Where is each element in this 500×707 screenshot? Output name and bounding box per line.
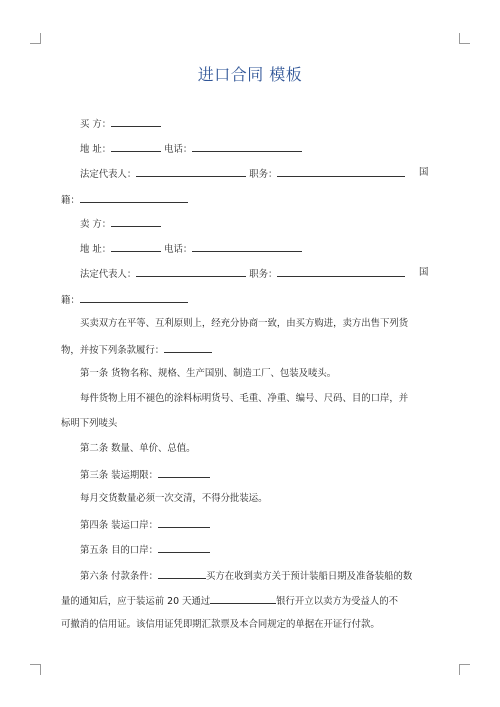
buyer-phone-label: 电话： bbox=[164, 144, 193, 155]
buyer-label: 买 方： bbox=[80, 119, 112, 130]
seller-phone-blank[interactable] bbox=[192, 242, 302, 252]
clause-1-text-line-2: 标明下列唛头 bbox=[61, 418, 118, 429]
clause-4-line bbox=[80, 518, 210, 532]
clause-1-text-line-1: 每件货物上用不褪色的涂料标明货号、毛重、净重、编号、尺码、目的口岸，并 bbox=[80, 393, 409, 404]
seller-nationality-blank[interactable] bbox=[80, 293, 188, 303]
clause-3-line bbox=[80, 468, 210, 482]
seller-legal-rep-line bbox=[80, 267, 405, 281]
buyer-blank[interactable] bbox=[111, 117, 161, 127]
buyer-nationality-label-part1: 国 bbox=[419, 167, 429, 178]
buyer-address-label: 地 址： bbox=[80, 144, 112, 155]
port-of-destination-blank[interactable] bbox=[158, 543, 210, 553]
clause-5-line bbox=[80, 543, 210, 557]
crop-mark-top-left bbox=[30, 33, 41, 44]
buyer-nationality-label-part2: 籍： bbox=[61, 195, 80, 206]
seller-phone-label: 电话： bbox=[164, 244, 193, 255]
clause-6-text-c: 银行开立以卖方为受益人的不 bbox=[276, 596, 399, 607]
buyer-address-line bbox=[80, 142, 302, 156]
crop-mark-bottom-left bbox=[30, 664, 41, 675]
intro-line-2 bbox=[61, 343, 212, 357]
clause-6-line-1 bbox=[80, 569, 412, 583]
seller-position-blank[interactable] bbox=[277, 267, 405, 277]
buyer-position-blank[interactable] bbox=[277, 167, 405, 177]
seller-legal-rep-blank[interactable] bbox=[136, 267, 246, 277]
seller-address-label: 地 址： bbox=[80, 244, 112, 255]
buyer-address-blank[interactable] bbox=[111, 142, 161, 152]
shipment-period-blank[interactable] bbox=[158, 468, 210, 478]
clause-1-heading: 第一条 货物名称、规格、生产国别、制造工厂、包装及唛头。 bbox=[80, 368, 337, 379]
crop-mark-bottom-right bbox=[459, 664, 470, 675]
bank-name-blank[interactable] bbox=[210, 594, 276, 604]
buyer-line bbox=[80, 117, 161, 131]
intro-line-2-text: 物，并按下列条款履行： bbox=[61, 345, 165, 356]
buyer-nationality-line bbox=[61, 193, 188, 207]
seller-nationality-line bbox=[61, 293, 188, 307]
seller-legal-rep-label: 法定代表人： bbox=[80, 269, 137, 280]
seller-address-blank[interactable] bbox=[111, 242, 161, 252]
seller-address-line bbox=[80, 242, 302, 256]
buyer-legal-rep-line bbox=[80, 167, 405, 181]
clause-6-text-b: 量的通知后，应于装运前 20 天通过 bbox=[61, 596, 211, 607]
document-title: 进口合同 模板 bbox=[197, 65, 303, 84]
seller-label: 卖 方： bbox=[80, 219, 112, 230]
seller-position-label: 职务： bbox=[249, 269, 278, 280]
clause-6-text-a: 买方在收到卖方关于预计装船日期及准备装船的数 bbox=[205, 571, 413, 582]
seller-nationality-label-part2: 籍： bbox=[61, 295, 80, 306]
buyer-phone-blank[interactable] bbox=[192, 142, 302, 152]
clause-6-line-2 bbox=[61, 594, 398, 608]
clause-6-line-3: 可撤消的信用证。该信用证凭即期汇款票及本合同规定的单据在开证行付款。 bbox=[61, 619, 380, 630]
clause-4-heading: 第四条 装运口岸： bbox=[80, 520, 158, 531]
buyer-position-label: 职务： bbox=[249, 169, 278, 180]
clause-6-heading: 第六条 付款条件： bbox=[80, 571, 158, 582]
clause-3-heading: 第三条 装运期限： bbox=[80, 470, 158, 481]
buyer-legal-rep-blank[interactable] bbox=[136, 167, 246, 177]
crop-mark-top-right bbox=[459, 33, 470, 44]
intro-terms-blank[interactable] bbox=[164, 343, 212, 353]
clause-3-text: 每月交货数量必须一次交清，不得分批装运。 bbox=[80, 493, 268, 504]
buyer-nationality-blank[interactable] bbox=[80, 193, 188, 203]
clause-5-heading: 第五条 目的口岸： bbox=[80, 545, 158, 556]
seller-line bbox=[80, 217, 161, 231]
seller-nationality-label-part1: 国 bbox=[419, 267, 429, 278]
seller-blank[interactable] bbox=[111, 217, 161, 227]
payment-terms-blank[interactable] bbox=[158, 569, 206, 579]
buyer-legal-rep-label: 法定代表人： bbox=[80, 169, 137, 180]
intro-line-1: 买卖双方在平等、互利原则上，经充分协商一致，由买方购进，卖方出售下列货 bbox=[80, 318, 409, 329]
port-of-shipment-blank[interactable] bbox=[158, 518, 210, 528]
clause-2-heading: 第二条 数量、单价、总值。 bbox=[80, 443, 196, 454]
